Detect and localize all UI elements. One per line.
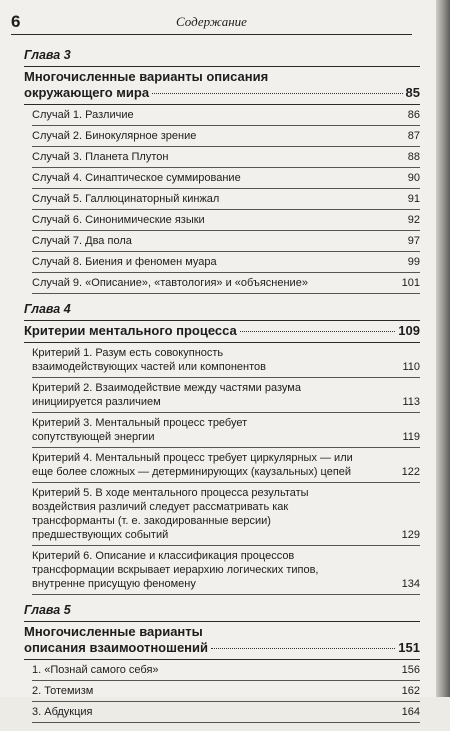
page-edge	[436, 0, 450, 697]
chapter	[24, 302, 420, 595]
entry-title-line: Критерий 6. Описание и классификация процессов	[32, 550, 295, 562]
entry-page-number: 119	[402, 431, 420, 443]
entry-page-number: 164	[401, 706, 420, 718]
chapter-label: Глава 4	[24, 302, 71, 316]
entry-title-line: Случай 4. Синаптическое суммирование	[32, 172, 241, 184]
entry-title-line: Случай 6. Синонимические языки	[32, 214, 205, 226]
toc-entry[interactable]	[32, 210, 420, 231]
entry-list	[32, 660, 420, 723]
dot-leader	[240, 331, 396, 332]
entry-page-number: 122	[401, 466, 420, 478]
dot-leader	[152, 93, 402, 94]
toc-entry[interactable]	[32, 231, 420, 252]
chapter-title-line: описания взаимоотношений	[24, 640, 209, 655]
entry-page-number: 134	[401, 578, 420, 590]
entry-page-number: 113	[402, 396, 420, 408]
entry-title-line: Случай 2. Бинокулярное зрение	[32, 130, 197, 142]
dot-leader	[211, 648, 395, 649]
table-of-contents	[24, 48, 420, 731]
entry-title-line: Критерий 2. Взаимодействие между частями разума	[32, 382, 301, 394]
toc-entry[interactable]	[32, 413, 420, 448]
toc-entry[interactable]	[32, 147, 420, 168]
entry-title-line: Критерий 1. Разум есть совокупность	[32, 347, 224, 359]
entry-title-line: трансформанты (т. е. закодированные версии)	[32, 515, 271, 527]
entry-title-line: предшествующих событий	[32, 529, 169, 541]
entry-title-line: Случай 7. Два пола	[32, 235, 132, 247]
chapter-page-number: 85	[405, 85, 420, 100]
entry-title-line: Случай 8. Биения и феномен муара	[32, 256, 217, 268]
chapter-title-line: Критерии ментального процесса	[24, 323, 237, 338]
toc-entry[interactable]	[32, 126, 420, 147]
entry-page-number: 101	[401, 277, 420, 289]
toc-entry[interactable]	[32, 168, 420, 189]
toc-entry[interactable]	[32, 702, 420, 723]
entry-title-line: 3. Абдукция	[32, 706, 93, 718]
toc-entry[interactable]	[32, 546, 420, 595]
entry-list	[32, 105, 420, 294]
chapter-title-line: Многочисленные варианты описания	[24, 69, 269, 84]
entry-page-number: 87	[407, 130, 420, 142]
chapter-title[interactable]	[24, 320, 420, 343]
page-number: 6	[11, 12, 21, 31]
entry-page-number: 162	[401, 685, 420, 697]
chapter-label: Глава 3	[24, 48, 71, 62]
toc-entry[interactable]	[32, 660, 420, 681]
chapter-page-number: 109	[398, 323, 420, 338]
chapter-label: Глава 5	[24, 603, 71, 617]
entry-title-line: Случай 3. Планета Плутон	[32, 151, 169, 163]
toc-entry[interactable]	[32, 483, 420, 546]
entry-title-line: Критерий 3. Ментальный процесс требует	[32, 417, 248, 429]
chapter	[24, 48, 420, 294]
entry-title-line: сопутствующей энергии	[32, 431, 155, 443]
entry-title-line: 1. «Познай самого себя»	[32, 664, 159, 676]
entry-title-line: инициируется различием	[32, 396, 161, 408]
entry-list	[32, 343, 420, 595]
entry-page-number: 91	[407, 193, 420, 205]
chapter-title-line: окружающего мира	[24, 85, 150, 100]
toc-entry[interactable]	[32, 252, 420, 273]
entry-title-line: Случай 9. «Описание», «тавтология» и «объяснение»	[32, 277, 308, 289]
entry-page-number: 86	[407, 109, 420, 121]
entry-title-line: внутренне присущую феномену	[32, 578, 196, 590]
toc-entry[interactable]	[32, 343, 420, 378]
entry-page-number: 156	[401, 664, 420, 676]
entry-title-line: Критерий 4. Ментальный процесс требует циркулярных — или	[32, 452, 353, 464]
entry-title-line: воздействия различий следует рассматривать как	[32, 501, 289, 513]
entry-title-line: еще более сложных — детерминирующих (каузальных) цепей	[32, 466, 352, 478]
toc-entry[interactable]	[32, 681, 420, 702]
entry-title-line: 2. Тотемизм	[32, 685, 94, 697]
entry-title-line: Случай 1. Различие	[32, 109, 134, 121]
toc-entry[interactable]	[32, 448, 420, 483]
entry-page-number: 90	[407, 172, 420, 184]
chapter-title[interactable]	[24, 621, 420, 660]
entry-page-number: 97	[407, 235, 420, 247]
running-title: Содержание	[176, 14, 247, 29]
entry-page-number: 99	[407, 256, 420, 268]
entry-title-line: взаимодействующих частей или компонентов	[32, 361, 266, 373]
toc-entry[interactable]	[32, 378, 420, 413]
entry-title-line: трансформации вскрывает иерархию логических типов,	[32, 564, 319, 576]
chapter-title-line: Многочисленные варианты	[24, 624, 203, 639]
entry-page-number: 88	[407, 151, 420, 163]
chapter	[24, 603, 420, 723]
entry-page-number: 129	[401, 529, 420, 541]
entry-title-line: Случай 5. Галлюцинаторный кинжал	[32, 193, 220, 205]
toc-entry[interactable]	[32, 189, 420, 210]
page-header	[11, 12, 412, 35]
toc-entry[interactable]	[32, 273, 420, 294]
entry-page-number: 110	[402, 361, 420, 373]
chapter-page-number: 151	[398, 640, 420, 655]
entry-title-line: Критерий 5. В ходе ментального процесса результаты	[32, 487, 309, 499]
chapter-title[interactable]	[24, 66, 420, 105]
toc-entry[interactable]	[32, 105, 420, 126]
entry-page-number: 92	[407, 214, 420, 226]
